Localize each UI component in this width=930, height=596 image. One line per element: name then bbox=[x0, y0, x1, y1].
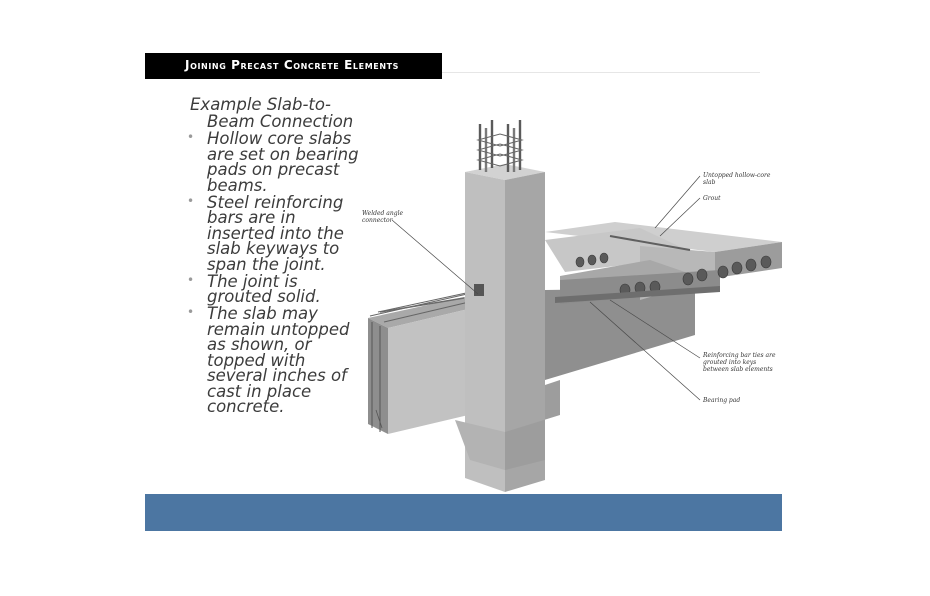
bullet-item bbox=[187, 129, 360, 195]
callout-rebar: Reinforcing bar ties are grouted into keys between slab elements bbox=[703, 352, 776, 373]
bullet-dot-icon: • bbox=[187, 193, 195, 208]
bullet-item bbox=[187, 271, 360, 306]
slide-heading: Example Slab-to-Beam Connection bbox=[190, 95, 354, 131]
callout-grout: Grout bbox=[703, 195, 721, 202]
title-rule bbox=[442, 72, 760, 73]
precast-beam-right bbox=[520, 288, 695, 380]
footer-band bbox=[145, 494, 782, 531]
callout-untopped-slab: Untopped hollow-core slab bbox=[703, 172, 771, 186]
bullet-text: Steel reinforcing bars are in inserted into the slab keyways to span the joint. bbox=[207, 192, 344, 274]
connection-diagram bbox=[350, 110, 790, 502]
bullet-item bbox=[187, 192, 360, 274]
bullet-dot-icon: • bbox=[187, 130, 195, 144]
slide-title: Joining Precast Concrete Elements bbox=[185, 58, 400, 72]
bullet-text: The joint is grouted solid. bbox=[207, 271, 321, 306]
bullet-text: The slab may remain untopped as shown, or topped with several inches of cast in place concrete. bbox=[207, 304, 350, 416]
column-ties bbox=[478, 134, 522, 166]
callout-welded-angle: Welded angle connector bbox=[362, 210, 404, 224]
bullet-dot-icon: • bbox=[187, 272, 195, 287]
title-bar bbox=[145, 53, 442, 79]
text-column bbox=[187, 95, 360, 416]
bullet-dot-icon: • bbox=[187, 305, 195, 319]
callout-bearing-pad: Bearing pad bbox=[703, 397, 741, 404]
bullet-list bbox=[187, 129, 360, 416]
bullet-text: Hollow core slabs are set on bearing pads on precast beams. bbox=[207, 129, 359, 195]
bullet-item bbox=[187, 304, 360, 416]
